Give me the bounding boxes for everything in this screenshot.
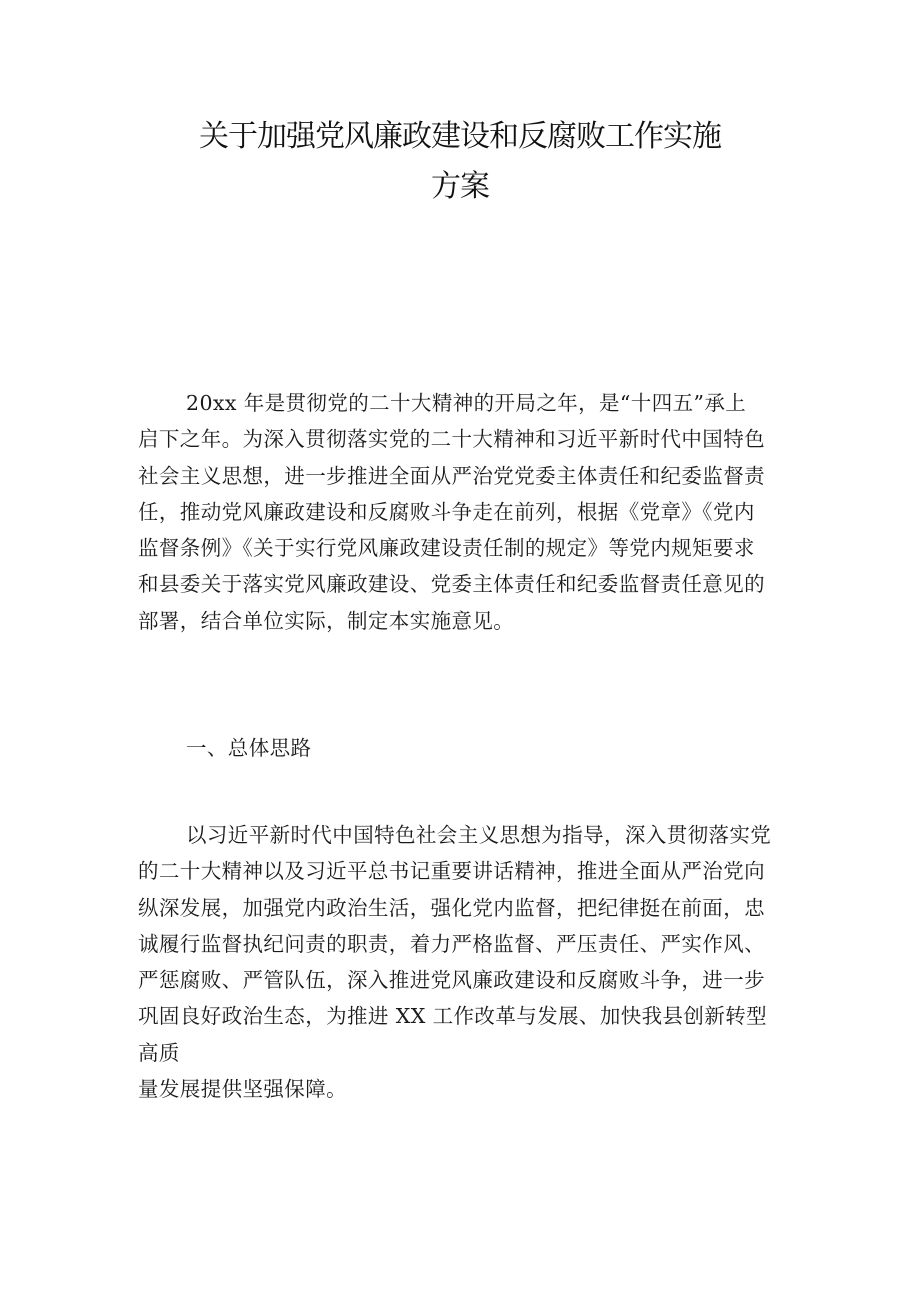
paragraph-line: 以习近平新时代中国特色社会主义思想为指导，深入贯彻落实党 <box>186 823 772 847</box>
paragraph-line: 的二十大精神以及习近平总书记重要讲话精神，推进全面从严治党向 <box>138 859 765 884</box>
paragraph-line: 高质 <box>138 1040 180 1065</box>
paragraph-intro <box>138 385 788 639</box>
paragraph-line: 部署，结合单位实际，制定本实施意见。 <box>138 608 515 633</box>
paragraph-line: 20xx 年是贯彻党的二十大精神的开局之年，是“十四五”承上 <box>186 391 747 415</box>
paragraph-line: 量发展提供坚强保障。 <box>138 1077 347 1102</box>
paragraph-line: 监督条例》《关于实行党风廉政建设责任制的规定》等党内规矩要求 <box>138 536 755 561</box>
paragraph-general-approach <box>138 817 788 1107</box>
paragraph-line: 和县委关于落实党风廉政建设、党委主体责任和纪委监督责任意见的 <box>138 572 765 597</box>
title-line-1: 关于加强党风廉政建设和反腐败工作实施 <box>199 119 721 154</box>
document-title <box>0 112 920 212</box>
paragraph-line: 任，推动党风廉政建设和反腐败斗争走在前列，根据《党章》《党内 <box>138 499 755 524</box>
paragraph-line: 纵深发展，加强党内政治生活，强化党内监督，把纪律挺在前面，忠 <box>138 895 765 920</box>
section-heading-text: 一、总体思路 <box>186 736 312 760</box>
paragraph-line: 诚履行监督执纪问责的职责，着力严格监督、严压责任、严实作风、 <box>138 931 765 956</box>
paragraph-line: 严惩腐败、严管队伍，深入推进党风廉政建设和反腐败斗争，进一步 <box>138 968 765 993</box>
paragraph-line: 巩固良好政治生态，为推进 XX 工作改革与发展、加快我县创新转型 <box>138 1004 768 1029</box>
paragraph-line: 社会主义思想，进一步推进全面从严治党党委主体责任和纪委监督责 <box>138 463 765 488</box>
section-heading <box>138 730 788 766</box>
paragraph-line: 启下之年。为深入贯彻落实党的二十大精神和习近平新时代中国特色 <box>138 427 765 452</box>
title-line-2: 方案 <box>431 169 489 204</box>
